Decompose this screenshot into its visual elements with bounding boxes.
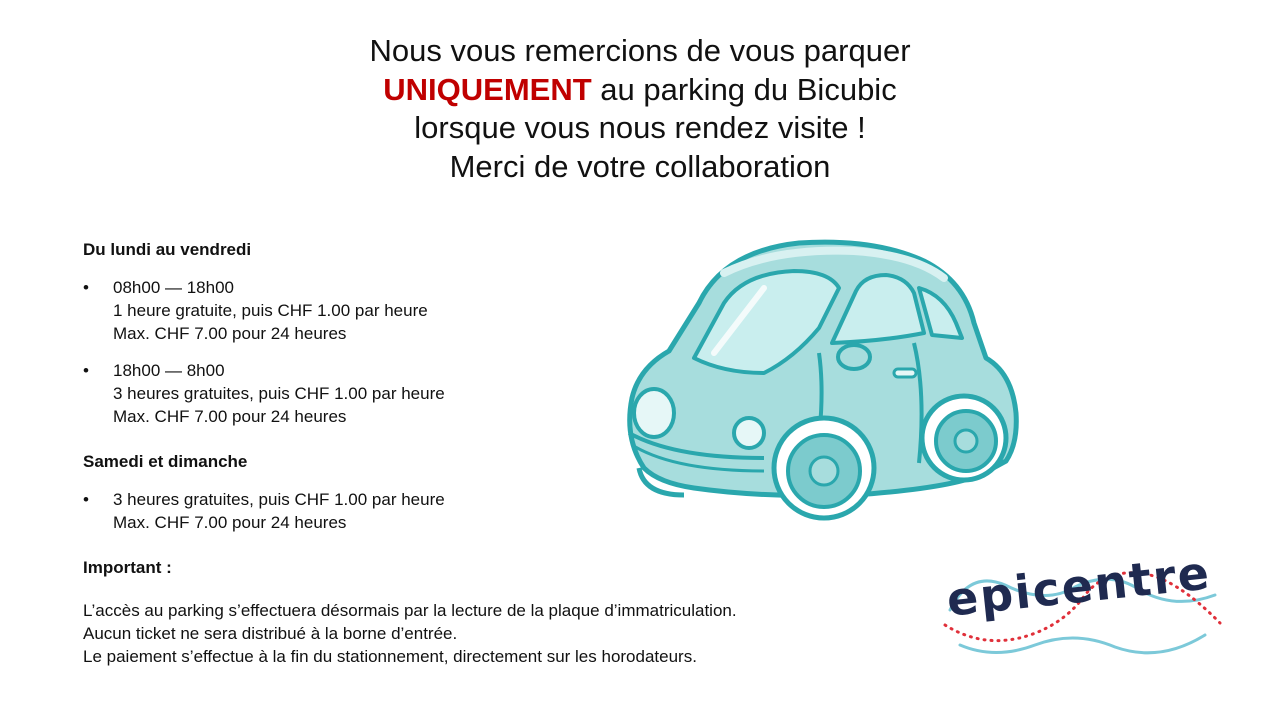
slot-night-max: Max. CHF 7.00 pour 24 heures xyxy=(113,407,347,426)
note-line-1: L’accès au parking s’effectuera désormais par la lecture de la plaque d’immatriculation. xyxy=(83,601,737,620)
header-line-3: lorsque vous nous rendez visite ! xyxy=(414,110,866,145)
logo-word: epicentre xyxy=(944,545,1214,627)
slot-weekend-rate: • 3 heures gratuites, puis CHF 1.00 par heure xyxy=(113,490,445,509)
epicentre-logo xyxy=(935,545,1225,665)
note-line-2: Aucun ticket ne sera distribué à la borne d’entrée. xyxy=(83,624,458,643)
slot-day-rate: 1 heure gratuite, puis CHF 1.00 par heure xyxy=(113,301,428,320)
weekend-title: Samedi et dimanche xyxy=(83,452,248,471)
slot-day-time: • 08h00 — 18h00 xyxy=(113,278,234,297)
important-notes xyxy=(83,599,883,668)
header-line-4: Merci de votre collaboration xyxy=(449,148,831,184)
emphasis-word: UNIQUEMENT xyxy=(383,71,592,107)
header-line-1: Nous vous remercions de vous parquer xyxy=(369,33,911,68)
important-title: Important : xyxy=(83,558,172,577)
car-icon xyxy=(614,233,1026,523)
header-line-2-rest: au parking du Bicubic xyxy=(591,71,897,107)
header-line-2 xyxy=(240,71,1040,110)
weekdays-title: Du lundi au vendredi xyxy=(83,240,252,259)
header-message xyxy=(240,32,1040,186)
slot-night-time: • 18h00 — 8h00 xyxy=(113,361,225,380)
slot-weekend-max: Max. CHF 7.00 pour 24 heures xyxy=(113,513,347,532)
slot-night-rate: 3 heures gratuites, puis CHF 1.00 par heure xyxy=(113,384,445,403)
slot-day-max: Max. CHF 7.00 pour 24 heures xyxy=(113,324,347,343)
note-line-3: Le paiement s’effectue à la fin du stationnement, directement sur les horodateurs. xyxy=(83,647,697,666)
